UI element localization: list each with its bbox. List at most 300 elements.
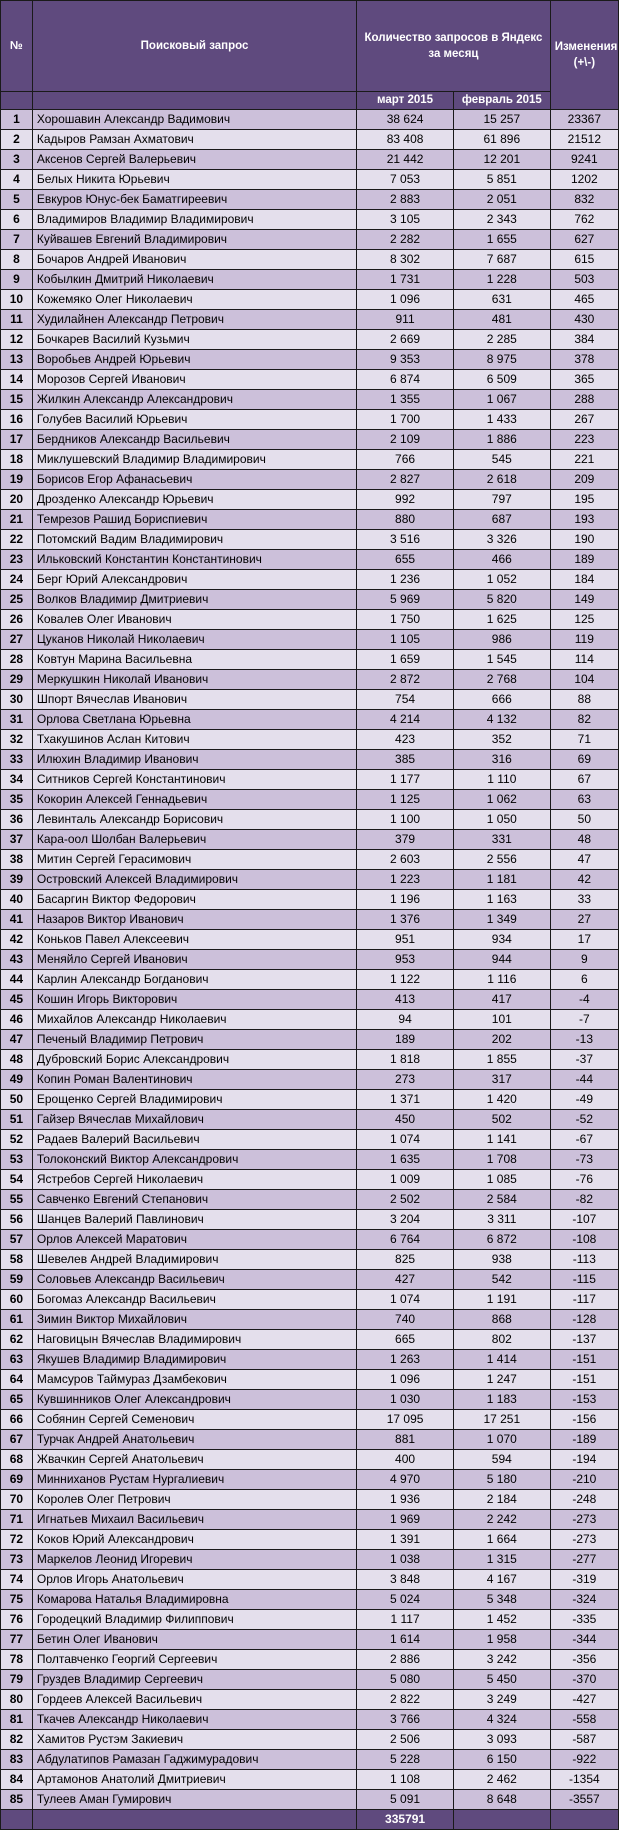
row-query: Абдулатипов Рамазан Гаджимурадович [32,1750,356,1770]
row-february: 802 [453,1330,550,1350]
row-query: Потомский Вадим Владимирович [32,530,356,550]
table-row [1,290,619,310]
row-march: 2 886 [357,1650,454,1670]
row-query: Цуканов Николай Николаевич [32,630,356,650]
row-february: 5 851 [453,170,550,190]
row-query: Мамсуров Таймураз Дзамбекович [32,1370,356,1390]
table-row [1,1270,619,1290]
row-number: 78 [1,1650,33,1670]
row-march: 400 [357,1450,454,1470]
row-february: 61 896 [453,130,550,150]
row-number: 3 [1,150,33,170]
row-query: Якушев Владимир Владимирович [32,1350,356,1370]
row-query: Миклушевский Владимир Владимирович [32,450,356,470]
table-row [1,750,619,770]
row-march: 1 635 [357,1150,454,1170]
row-march: 5 080 [357,1670,454,1690]
row-february: 1 664 [453,1530,550,1550]
row-march: 1 223 [357,870,454,890]
row-march: 2 669 [357,330,454,350]
row-number: 7 [1,230,33,250]
table-row [1,1210,619,1230]
row-february: 5 450 [453,1670,550,1690]
row-change: 27 [550,910,618,930]
row-february: 1 708 [453,1150,550,1170]
footer-empty-1 [1,1810,33,1830]
row-february: 3 242 [453,1650,550,1670]
row-number: 61 [1,1310,33,1330]
row-number: 62 [1,1330,33,1350]
row-query: Аксенов Сергей Валерьевич [32,150,356,170]
row-query: Копин Роман Валентинович [32,1070,356,1090]
row-number: 71 [1,1510,33,1530]
table-row [1,1030,619,1050]
row-february: 1 886 [453,430,550,450]
row-number: 74 [1,1570,33,1590]
row-february: 5 348 [453,1590,550,1610]
row-change: 33 [550,890,618,910]
row-february: 1 433 [453,410,550,430]
row-february: 502 [453,1110,550,1130]
row-query: Митин Сергей Герасимович [32,850,356,870]
row-change: 189 [550,550,618,570]
table-row [1,710,619,730]
row-march: 83 408 [357,130,454,150]
row-query: Воробьев Андрей Юрьевич [32,350,356,370]
header-empty-2 [32,92,356,110]
row-change: -344 [550,1630,618,1650]
row-february: 2 343 [453,210,550,230]
row-change: -189 [550,1430,618,1450]
row-change: 1202 [550,170,618,190]
row-february: 4 132 [453,710,550,730]
row-march: 5 969 [357,590,454,610]
row-query: Соловьев Александр Васильевич [32,1270,356,1290]
row-number: 21 [1,510,33,530]
row-february: 1 247 [453,1370,550,1390]
row-march: 450 [357,1110,454,1130]
row-number: 12 [1,330,33,350]
row-march: 21 442 [357,150,454,170]
row-february: 15 257 [453,110,550,130]
row-march: 2 109 [357,430,454,450]
row-query: Кокорин Алексей Геннадьевич [32,790,356,810]
table-row [1,1570,619,1590]
row-change: 71 [550,730,618,750]
row-february: 1 141 [453,1130,550,1150]
table-row [1,990,619,1010]
table-row [1,170,619,190]
row-query: Владимиров Владимир Владимирович [32,210,356,230]
row-march: 2 883 [357,190,454,210]
row-number: 41 [1,910,33,930]
table-row [1,510,619,530]
table-row [1,590,619,610]
row-change: -128 [550,1310,618,1330]
row-query: Ковтун Марина Васильевна [32,650,356,670]
row-february: 542 [453,1270,550,1290]
row-february: 1 067 [453,390,550,410]
row-number: 24 [1,570,33,590]
row-february: 1 655 [453,230,550,250]
row-number: 18 [1,450,33,470]
row-query: Евкуров Юнус-бек Баматгиреевич [32,190,356,210]
table-row [1,830,619,850]
row-march: 1 731 [357,270,454,290]
row-change: 67 [550,770,618,790]
row-query: Гордеев Алексей Васильевич [32,1690,356,1710]
table-row [1,390,619,410]
row-query: Толоконский Виктор Александрович [32,1150,356,1170]
footer-empty-2 [32,1810,356,1830]
row-change: 17 [550,930,618,950]
row-number: 9 [1,270,33,290]
table-row [1,1070,619,1090]
row-change: 23367 [550,110,618,130]
row-query: Ястребов Сергей Николаевич [32,1170,356,1190]
row-query: Меркушкин Николай Иванович [32,670,356,690]
row-march: 1 376 [357,910,454,930]
row-february: 3 249 [453,1690,550,1710]
row-march: 1 818 [357,1050,454,1070]
row-query: Орлов Алексей Маратович [32,1230,356,1250]
row-query: Зимин Виктор Михайлович [32,1310,356,1330]
table-row [1,450,619,470]
table-row [1,1370,619,1390]
row-number: 28 [1,650,33,670]
footer-total: 335791 [357,1810,454,1830]
row-number: 45 [1,990,33,1010]
row-february: 1 855 [453,1050,550,1070]
row-march: 881 [357,1430,454,1450]
row-query: Бочкарев Василий Кузьмич [32,330,356,350]
row-change: -319 [550,1570,618,1590]
table-row [1,1750,619,1770]
row-march: 94 [357,1010,454,1030]
row-query: Коньков Павел Алексеевич [32,930,356,950]
row-number: 26 [1,610,33,630]
table-row [1,130,619,150]
row-change: 82 [550,710,618,730]
row-march: 2 502 [357,1190,454,1210]
row-change: 114 [550,650,618,670]
row-february: 2 556 [453,850,550,870]
row-change: -370 [550,1670,618,1690]
table-row [1,1470,619,1490]
table-row [1,410,619,430]
row-change: 9241 [550,150,618,170]
row-query: Игнатьев Михаил Васильевич [32,1510,356,1530]
table-row [1,1430,619,1450]
row-march: 427 [357,1270,454,1290]
table-row [1,850,619,870]
row-march: 1 750 [357,610,454,630]
row-february: 1 181 [453,870,550,890]
table-row [1,870,619,890]
table-row [1,1150,619,1170]
row-change: -335 [550,1610,618,1630]
row-march: 1 030 [357,1390,454,1410]
row-query: Собянин Сергей Семенович [32,1410,356,1430]
row-february: 316 [453,750,550,770]
row-february: 1 958 [453,1630,550,1650]
row-number: 51 [1,1110,33,1130]
table-row [1,470,619,490]
table-row [1,150,619,170]
table-row [1,970,619,990]
row-march: 1 236 [357,570,454,590]
row-february: 8 975 [453,350,550,370]
table-row [1,1670,619,1690]
row-change: 223 [550,430,618,450]
header-empty-1 [1,92,33,110]
row-march: 1 936 [357,1490,454,1510]
row-query: Бетин Олег Иванович [32,1630,356,1650]
row-number: 55 [1,1190,33,1210]
row-query: Радаев Валерий Васильевич [32,1130,356,1150]
row-march: 6 874 [357,370,454,390]
row-query: Илюхин Владимир Иванович [32,750,356,770]
row-february: 631 [453,290,550,310]
table-row [1,1110,619,1130]
row-march: 5 091 [357,1790,454,1810]
row-february: 6 872 [453,1230,550,1250]
row-march: 6 764 [357,1230,454,1250]
table-row [1,670,619,690]
row-query: Борисов Егор Афанасьевич [32,470,356,490]
row-change: 47 [550,850,618,870]
table-row [1,490,619,510]
row-query: Печеный Владимир Петрович [32,1030,356,1050]
row-query: Куйвашев Евгений Владимирович [32,230,356,250]
row-change: 193 [550,510,618,530]
row-march: 1 122 [357,970,454,990]
row-february: 1 452 [453,1610,550,1630]
row-change: 149 [550,590,618,610]
row-change: -44 [550,1070,618,1090]
row-march: 1 700 [357,410,454,430]
table-row [1,430,619,450]
row-march: 1 125 [357,790,454,810]
row-february: 934 [453,930,550,950]
row-change: -49 [550,1090,618,1110]
row-february: 1 070 [453,1430,550,1450]
table-row [1,690,619,710]
row-number: 29 [1,670,33,690]
row-february: 666 [453,690,550,710]
row-number: 34 [1,770,33,790]
row-march: 1 105 [357,630,454,650]
row-number: 1 [1,110,33,130]
row-february: 1 052 [453,570,550,590]
row-february: 417 [453,990,550,1010]
row-number: 53 [1,1150,33,1170]
row-number: 63 [1,1350,33,1370]
row-number: 42 [1,930,33,950]
table-row [1,930,619,950]
row-query: Левинталь Александр Борисович [32,810,356,830]
row-march: 3 766 [357,1710,454,1730]
table-row [1,1530,619,1550]
table-row [1,1610,619,1630]
row-march: 992 [357,490,454,510]
row-query: Кувшинников Олег Александрович [32,1390,356,1410]
row-query: Комарова Наталья Владимировна [32,1590,356,1610]
row-query: Шпорт Вячеслав Иванович [32,690,356,710]
row-query: Ткачев Александр Николаевич [32,1710,356,1730]
table-row [1,890,619,910]
row-change: -356 [550,1650,618,1670]
row-number: 70 [1,1490,33,1510]
row-query: Михайлов Александр Николаевич [32,1010,356,1030]
row-number: 23 [1,550,33,570]
table-row [1,730,619,750]
row-february: 594 [453,1450,550,1470]
row-number: 5 [1,190,33,210]
row-query: Богомаз Александр Васильевич [32,1290,356,1310]
row-number: 81 [1,1710,33,1730]
row-march: 754 [357,690,454,710]
row-query: Кадыров Рамзан Ахматович [32,130,356,150]
row-march: 5 024 [357,1590,454,1610]
table-row [1,1510,619,1530]
row-query: Бочаров Андрей Иванович [32,250,356,270]
row-change: 384 [550,330,618,350]
row-number: 2 [1,130,33,150]
row-number: 85 [1,1790,33,1810]
row-query: Королев Олег Петрович [32,1490,356,1510]
row-change: 365 [550,370,618,390]
table-row [1,330,619,350]
row-february: 1 110 [453,770,550,790]
row-query: Островский Алексей Владимирович [32,870,356,890]
row-february: 317 [453,1070,550,1090]
row-change: -194 [550,1450,618,1470]
row-march: 766 [357,450,454,470]
row-number: 31 [1,710,33,730]
row-number: 48 [1,1050,33,1070]
row-february: 1 183 [453,1390,550,1410]
row-february: 1 545 [453,650,550,670]
row-change: -117 [550,1290,618,1310]
row-change: 195 [550,490,618,510]
row-number: 32 [1,730,33,750]
row-march: 951 [357,930,454,950]
row-february: 1 349 [453,910,550,930]
row-february: 202 [453,1030,550,1050]
row-february: 6 509 [453,370,550,390]
row-query: Морозов Сергей Иванович [32,370,356,390]
row-march: 1 196 [357,890,454,910]
row-march: 1 100 [357,810,454,830]
table-row [1,1790,619,1810]
row-number: 66 [1,1410,33,1430]
row-change: 6 [550,970,618,990]
row-february: 2 184 [453,1490,550,1510]
row-change: -107 [550,1210,618,1230]
table-row [1,1490,619,1510]
row-february: 3 326 [453,530,550,550]
row-number: 17 [1,430,33,450]
row-change: 190 [550,530,618,550]
row-march: 1 969 [357,1510,454,1530]
row-number: 73 [1,1550,33,1570]
footer-empty-3 [453,1810,550,1830]
row-change: -210 [550,1470,618,1490]
table-row [1,350,619,370]
table-row [1,270,619,290]
row-number: 11 [1,310,33,330]
row-query: Жилкин Александр Александрович [32,390,356,410]
row-query: Ерощенко Сергей Владимирович [32,1090,356,1110]
row-february: 2 462 [453,1770,550,1790]
row-change: -108 [550,1230,618,1250]
row-number: 39 [1,870,33,890]
row-change: -587 [550,1730,618,1750]
row-query: Кара-оол Шолбан Валерьевич [32,830,356,850]
row-change: 288 [550,390,618,410]
row-number: 76 [1,1610,33,1630]
row-change: 88 [550,690,618,710]
row-march: 1 117 [357,1610,454,1630]
row-february: 797 [453,490,550,510]
row-february: 1 116 [453,970,550,990]
row-march: 1 074 [357,1130,454,1150]
row-march: 1 038 [357,1550,454,1570]
row-number: 83 [1,1750,33,1770]
row-march: 2 827 [357,470,454,490]
table-row [1,1330,619,1350]
row-number: 64 [1,1370,33,1390]
row-change: -324 [550,1590,618,1610]
table-row [1,1010,619,1030]
row-february: 1 414 [453,1350,550,1370]
row-march: 2 506 [357,1730,454,1750]
row-march: 4 214 [357,710,454,730]
row-march: 1 355 [357,390,454,410]
row-query: Худилайнен Александр Петрович [32,310,356,330]
row-query: Белых Никита Юрьевич [32,170,356,190]
table-row [1,950,619,970]
table-row [1,1190,619,1210]
row-march: 379 [357,830,454,850]
header-month-march: март 2015 [357,92,454,110]
row-query: Орлова Светлана Юрьевна [32,710,356,730]
row-march: 2 822 [357,1690,454,1710]
row-number: 43 [1,950,33,970]
row-query: Дрозденко Александр Юрьевич [32,490,356,510]
table-row [1,1730,619,1750]
row-march: 7 053 [357,170,454,190]
row-query: Тхакушинов Аслан Китович [32,730,356,750]
row-number: 49 [1,1070,33,1090]
table-row [1,230,619,250]
row-change: -248 [550,1490,618,1510]
row-change: -151 [550,1370,618,1390]
header-query: Поисковый запрос [32,1,356,92]
row-query: Голубев Василий Юрьевич [32,410,356,430]
table-row [1,1710,619,1730]
table-row [1,1310,619,1330]
row-march: 825 [357,1250,454,1270]
row-number: 50 [1,1090,33,1110]
table-row [1,1250,619,1270]
row-query: Кошин Игорь Викторович [32,990,356,1010]
row-february: 1 228 [453,270,550,290]
row-change: -277 [550,1550,618,1570]
row-march: 5 228 [357,1750,454,1770]
row-query: Бердников Александр Васильевич [32,430,356,450]
